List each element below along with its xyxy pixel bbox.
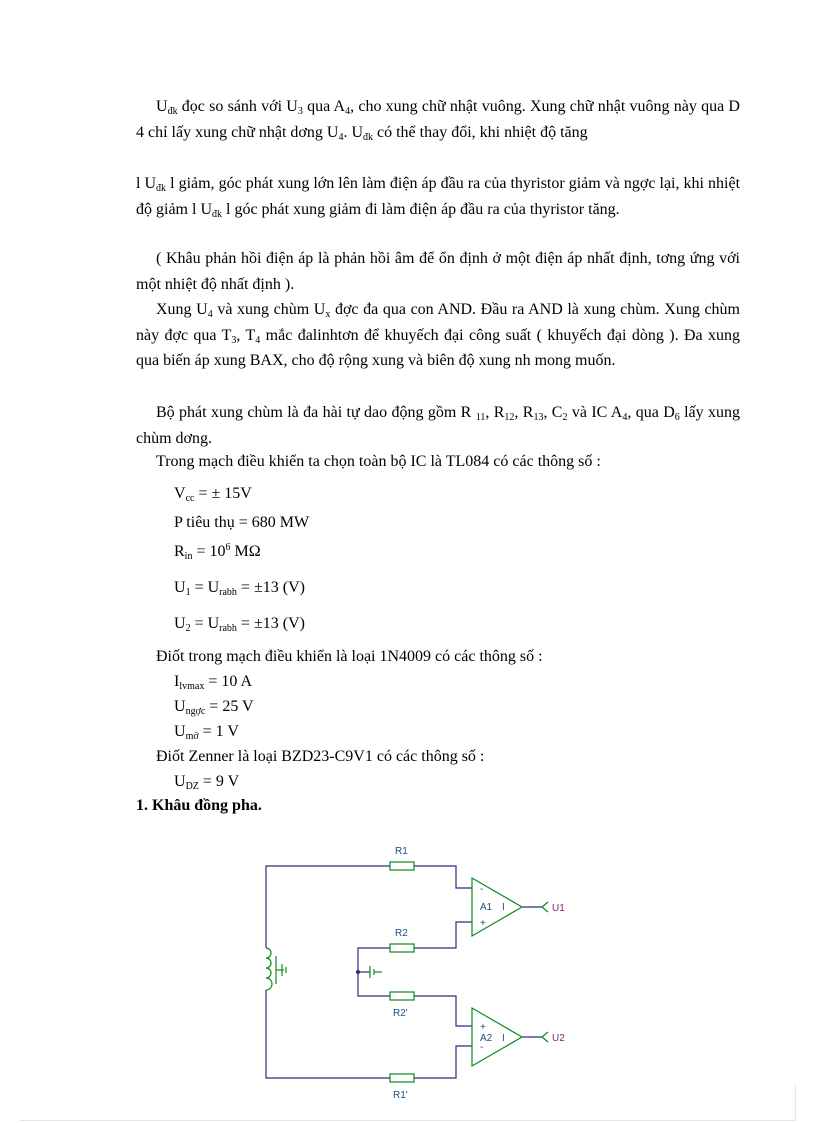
wire-bottom — [266, 990, 390, 1078]
paragraph-6: Trong mạch điều khiển ta chọn toàn bộ IC là TL084 có các thông số : — [156, 453, 601, 470]
paragraph-4: Xung $U_4$ và xung chùm $U_x$ đợc đa qua con AND. Đầu ra AND là xung chùm. Xung chùm này đợc qua $T_3$, $T_4$ mắc đalinhtơn để khuyếch đại công suất ( khuyếch đại dòng ). Đa xung qua biến áp xung BAX, cho độ rộng xung và biên độ xung nh mong muốn. — [136, 301, 741, 369]
resistor-r1p — [390, 1074, 414, 1082]
param-ungoc: $U_{ngợc} = 25$ V — [174, 698, 254, 717]
page-bottom-dotted-line — [20, 1120, 796, 1121]
transformer-coil — [266, 948, 272, 990]
param-vcc: $V_{cc}$ = ± 15V — [174, 485, 252, 504]
param-ilvmax: $I_{lvmax} = 10$ A — [174, 673, 253, 692]
param-u1: $U_1 = U_{rabh} = \pm 13$ (V) — [174, 579, 305, 598]
wire-r2-to-a1 — [414, 922, 472, 948]
label-a1-minus: - — [480, 884, 484, 895]
zener-intro: Điốt Zenner là loại BZD23-C9V1 có các thông số : — [156, 748, 485, 765]
resistor-r2 — [390, 944, 414, 952]
label-a1: A1 — [480, 902, 493, 913]
param-u2: $U_2 = U_{rabh} = \pm 13$ (V) — [174, 615, 305, 634]
label-a2-out: I — [502, 1033, 505, 1044]
label-r1p: R1' — [393, 1090, 408, 1101]
section-heading: 1. Khâu đồng pha. — [136, 797, 262, 814]
phase-sync-circuit-diagram — [240, 838, 580, 1103]
resistor-r2p — [390, 992, 414, 1000]
label-a2-plus: + — [480, 1022, 486, 1033]
param-power: P tiêu thụ = 680 MW — [174, 514, 310, 531]
paragraph-2: l $U_{đk}$ l giảm, góc phát xung lớn lên làm điện áp đầu ra của thyristor giảm và ngợc lại, khi nhiệt độ giảm l $U_{đk}$ l góc phát xung giảm đi làm điện áp đầu ra của thyristor tăng. — [136, 175, 741, 220]
label-r1: R1 — [395, 846, 408, 857]
output-u1-arrow — [542, 902, 548, 912]
paragraph-3: ( Khâu phản hồi điện áp là phản hồi âm để ổn định ở một điện áp nhất định, tơng ứng với một nhiệt độ nhất định ). — [136, 250, 740, 293]
param-udz: $U_{DZ} = 9$ V — [174, 773, 240, 792]
output-u2-arrow — [542, 1032, 548, 1042]
label-a2-minus: - — [480, 1042, 484, 1053]
paragraph-1: $U_{đk}$ đọc so sánh với $U_3$ qua $A_4$, cho xung chữ nhật vuông. Xung chữ nhật vuông này qua D 4 chỉ lấy xung chữ nhật dơng $U_4$. $U_{đk}$ có thể thay đổi, khi nhiệt độ tăng — [136, 98, 740, 143]
label-r2: R2 — [395, 928, 408, 939]
label-a1-plus: + — [480, 918, 486, 929]
label-r2p: R2' — [393, 1008, 408, 1019]
wire-r2p-to-a2 — [414, 996, 472, 1026]
wire-r1-to-a1 — [414, 866, 472, 888]
diode-intro: Điốt trong mạch điều khiển là loại 1N4009 có các thông số : — [156, 648, 543, 665]
resistor-r1 — [390, 862, 414, 870]
wire-top — [266, 866, 390, 948]
junction-dot — [356, 970, 360, 974]
paragraph-5: Bộ phát xung chùm là đa hài tự dao động gồm R $_{11}$, $R_{12}$, $R_{13}$, $C_2$ và IC $A_4$, qua $D_6$ lấy xung chùm dơng. — [136, 404, 741, 447]
param-rin: $R_{in} = 10^6$ MΩ — [174, 542, 261, 562]
label-u2: U2 — [552, 1033, 565, 1044]
param-umo: $U_{mở} = 1$ V — [174, 723, 239, 742]
wire-r1p-to-a2 — [414, 1046, 472, 1078]
label-a1-out: I — [502, 902, 505, 913]
label-a2: A2 — [480, 1033, 493, 1044]
label-u1: U1 — [552, 903, 565, 914]
page-corner-dotted-line — [795, 1085, 796, 1120]
